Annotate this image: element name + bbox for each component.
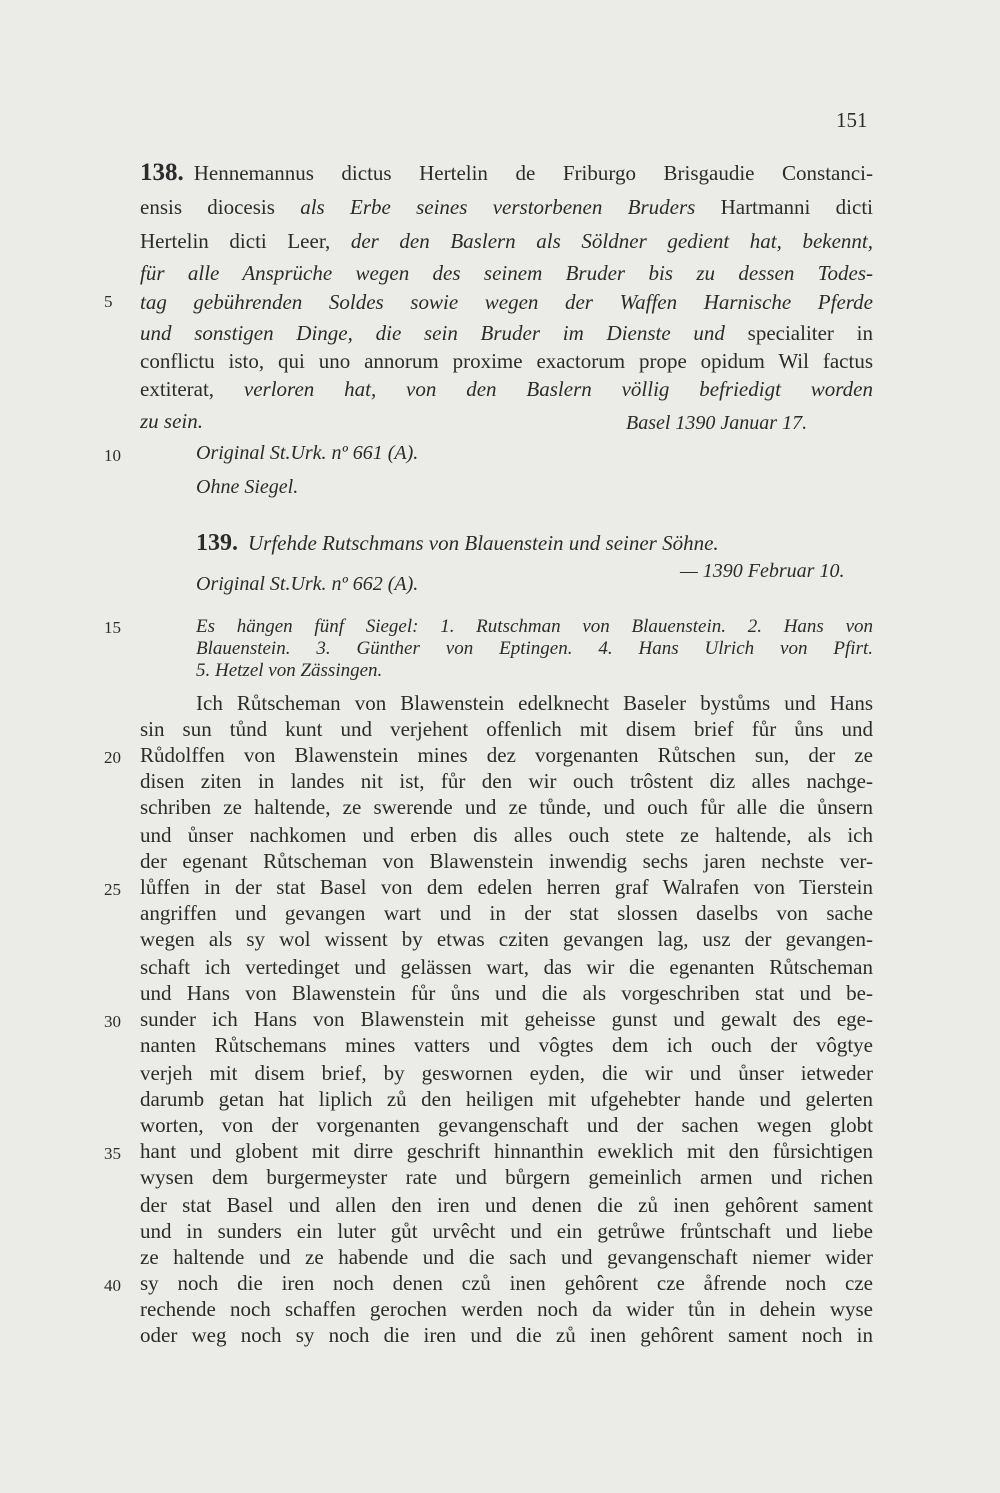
doc139-date: — 1390 Februar 10.	[680, 560, 845, 582]
doc139-seal-line: Blauenstein. 3. Günther von Eptingen. 4. Hans Ulrich von Pfirt.	[196, 638, 873, 659]
doc139-text-line: und in sunders ein luter gůt urvêcht und ein getrůwe frůntschaft und liebe	[140, 1219, 873, 1243]
doc139-text-line: wegen als sy wol wissent by etwas cziten gevangen lag, usz der gevangen-	[140, 927, 873, 951]
line-number: 25	[104, 880, 121, 899]
doc139-text-line: und ůnser nachkomen und erben dis alles ouch stete ze haltende, als ich	[140, 823, 873, 847]
doc139-text-line: ze haltende und ze habende und die sach und gevangenschaft niemer wider	[140, 1245, 873, 1269]
doc138-line: 138. Hennemannus dictus Hertelin de Friburgo Brisgaudie Constanci-	[140, 160, 873, 186]
doc139-text-line: wysen dem burgermeyster rate und bůrgern gemeinlich armen und richen	[140, 1165, 873, 1189]
line-number: 40	[104, 1276, 121, 1295]
line-number: 15	[104, 618, 121, 637]
doc138-line: zu sein.	[140, 409, 203, 433]
line-number: 20	[104, 748, 121, 767]
doc139-text-line: nanten Růtschemans mines vatters und vôgtes dem ich ouch der vôgtye	[140, 1033, 873, 1057]
doc139-text-line: angriffen und gevangen wart und in der stat slossen daselbs von sache	[140, 901, 873, 925]
doc139-heading	[196, 530, 873, 556]
line-number: 5	[104, 292, 113, 311]
doc139-text-line: verjeh mit disem brief, by geswornen eyden, die wir und ůnser ietweder	[140, 1061, 873, 1085]
doc139-seal-line: Es hängen fünf Siegel: 1. Rutschman von Blauenstein. 2. Hans von	[196, 616, 873, 637]
doc139-number: 139.	[196, 530, 238, 556]
doc138-original: Original St.Urk. nº 661 (A).	[196, 442, 419, 464]
doc139-text-line: der egenant Růtscheman von Blawenstein inwendig sechs jaren nechste ver-	[140, 849, 873, 873]
doc138-line: extiterat, verloren hat, von den Baslern völlig befriedigt worden	[140, 377, 873, 401]
doc139-text-line: Růdolffen von Blawenstein mines dez vorgenanten Růtschen sun, der ze	[140, 743, 873, 767]
doc138-line: conflictu isto, qui uno annorum proxime exactorum prope opidum Wil factus	[140, 349, 873, 373]
line-number: 35	[104, 1144, 121, 1163]
doc138-line: tag gebührenden Soldes sowie wegen der Waffen Harnische Pferde	[140, 290, 873, 314]
doc139-text-line: sy noch die iren noch denen czů inen gehôrent cze åfrende noch cze	[140, 1271, 873, 1295]
doc139-text-line: lůffen in der stat Basel von dem edelen herren graf Walrafen von Tierstein	[140, 875, 873, 899]
line-number: 30	[104, 1012, 121, 1031]
doc138-number: 138.	[140, 160, 184, 186]
doc139-text-line: der stat Basel und allen den iren und denen die zů inen gehôrent sament	[140, 1193, 873, 1217]
line-number: 10	[104, 446, 121, 465]
doc139-text-line: hant und globent mit dirre geschrift hinnanthin eweklich mit den fůrsichtigen	[140, 1139, 873, 1163]
doc139-title: Urfehde Rutschmans von Blauenstein und seiner Söhne.	[248, 531, 719, 555]
doc139-text-line: rechende noch schaffen gerochen werden noch da wider tůn in dehein wyse	[140, 1297, 873, 1321]
doc139-text-line: darumb getan hat liplich zů den heiligen mit ufgehebter hande und gelerten	[140, 1087, 873, 1111]
doc139-text-line: worten, von der vorgenanten gevangenschaft und der sachen wegen globt	[140, 1113, 873, 1137]
page-number: 151	[836, 108, 868, 132]
doc138-line: für alle Ansprüche wegen des seinem Bruder bis zu dessen Todes-	[140, 261, 873, 285]
doc139-original: Original St.Urk. nº 662 (A).	[196, 573, 419, 595]
doc139-text-line: und Hans von Blawenstein fůr ůns und die als vorgeschriben stat und be-	[140, 981, 873, 1005]
doc139-text-line: sin sun tůnd kunt und verjehent offenlich mit disem brief fůr ůns und	[140, 717, 873, 741]
doc139-text-line: Ich Růtscheman von Blawenstein edelknecht Baseler bystůms und Hans	[196, 691, 873, 715]
doc139-text-line: oder weg noch sy noch die iren und die zů inen gehôrent sament noch in	[140, 1323, 873, 1347]
doc139-text-line: disen ziten in landes nit ist, fůr den wir ouch trôstent diz alles nachge-	[140, 769, 873, 793]
doc138-line: ensis diocesis als Erbe seines verstorbenen Bruders Hartmanni dicti	[140, 195, 873, 219]
doc139-text-line: schriben ze haltende, ze swerende und ze tůnde, und ouch fůr alle die ůnsern	[140, 795, 873, 819]
doc139-text-line: sunder ich Hans von Blawenstein mit geheisse gunst und gewalt des ege-	[140, 1007, 873, 1031]
doc138-line: und sonstigen Dinge, die sein Bruder im Dienste und specialiter in	[140, 321, 873, 345]
doc138-line: Hertelin dicti Leer, der den Baslern als Söldner gedient hat, bekennt,	[140, 229, 873, 253]
doc139-text-line: schaft ich vertedinget und gelässen wart, das wir die egenanten Růtscheman	[140, 955, 873, 979]
doc139-seal-line: 5. Hetzel von Zässingen.	[196, 660, 383, 681]
doc138-date: Basel 1390 Januar 17.	[626, 412, 808, 434]
doc138-seal: Ohne Siegel.	[196, 476, 299, 498]
